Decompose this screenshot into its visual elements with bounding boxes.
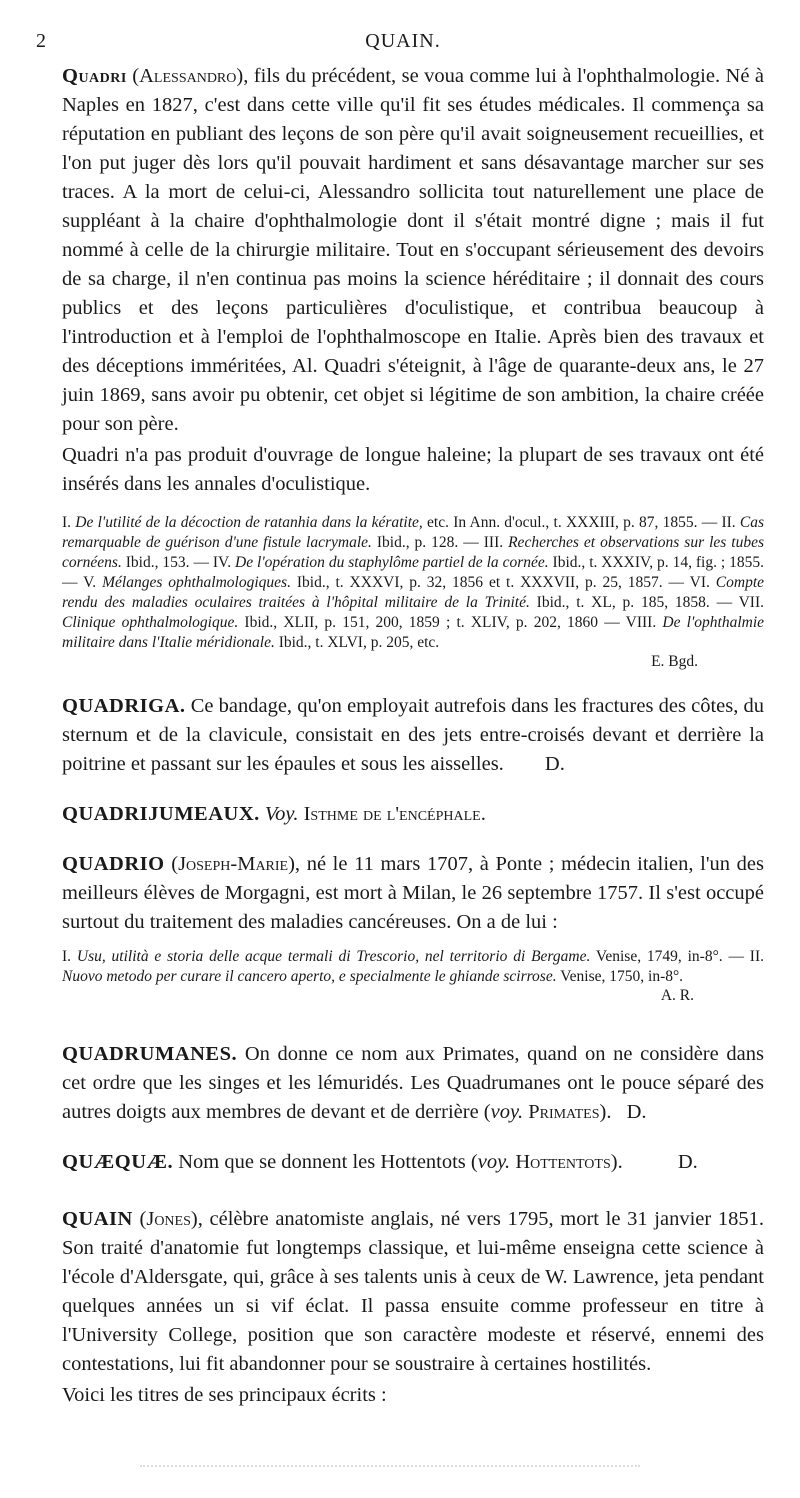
entry-quadrijumeaux (62, 800, 764, 829)
work-title: Usu, utilità e storia delle acque termali di Trescorio, nel territorio di Bergame. (76, 948, 591, 965)
person-name: Joseph-Marie (178, 853, 289, 875)
work-number: VI. (684, 574, 716, 591)
work-title: Recherches et observations sur les tubes cornéens. (62, 534, 764, 571)
quain-paragraph-2: Voici les titres de ses principaux écrits : (62, 1384, 387, 1406)
page-bottom-speckle (140, 1465, 640, 1477)
author-signature: A. R. (660, 987, 694, 1004)
entry-quadri (62, 62, 764, 671)
work-number: I. (62, 514, 76, 531)
work-title: De l'utilité de la décoction de ratanhia dans la kératite, (75, 514, 423, 531)
work-number: III. (478, 534, 509, 551)
work-title: Clinique ophthalmologique. (62, 614, 239, 631)
headword: QUÆQUÆ. (62, 1151, 174, 1173)
headword: Quadri (62, 65, 127, 87)
work-title: De l'ophthalmie militaire dans l'Italie méridionale. (62, 614, 765, 651)
work-title: Compte rendu des maladies oculaires traitées à l'hôpital militaire de la Trinité. (62, 574, 765, 611)
entry-quadriga (62, 692, 764, 779)
headword: QUAIN (62, 1208, 133, 1230)
cross-reference: Hottentots (515, 1151, 611, 1173)
work-reference: Venise, 1749, in-8°. — (590, 948, 744, 965)
work-reference: Ibid., t. XXXVI, p. 32, 1856 et t. XXXVII, p. 25, 1857. — (290, 574, 685, 591)
bibliography-notes (62, 513, 764, 653)
quain-paragraph-1: QUAIN (Jones), célèbre anatomiste anglais, né vers 1795, mort le 31 janvier 1851. Son traité d'anatomie fut longtemps classique, et lui-même enseigna cette science à l'école d'Aldersgate, qui, grâce à ses talents unis à ceux de W. Lawrence, jeta pendant quelques années un si vif éclat. Il passa ensuite comme professeur en titre à l'University College, position que son caractère modeste et réservé, ennemi des contestations, lui fit abandonner pour se soustraire à certaines hostilités. (62, 1208, 764, 1375)
work-reference: Ibid., t. XLVI, p. 205, etc. (274, 634, 440, 651)
headword: QUADRUMANES. (62, 1043, 238, 1065)
quadrio-paragraph: QUADRIO (Joseph-Marie), né le 11 mars 1707, à Ponte ; médecin italien, l'un des meilleurs élèves de Morgagni, est mort à Milan, le 26 septembre 1757. Il s'est occupé surtout du traitement des maladies cancéreuses. On a de lui : (62, 853, 765, 933)
work-reference: Ibid., XLII, p. 151, 200, 1859 ; t. XLIV, p. 202, 1860 — (238, 614, 620, 631)
author-signature: D. (677, 1151, 698, 1173)
work-number: I. (62, 948, 77, 965)
author-signature: D. (544, 753, 565, 775)
quadrijumeaux-paragraph: QUADRIJUMEAUX. Voy. Isthme de l'encéphale. (62, 803, 486, 825)
work-reference: Venise, 1750, in-8°. (556, 968, 684, 985)
person-name: Jones (146, 1208, 191, 1230)
cross-reference: Primates (528, 1101, 600, 1123)
cross-reference: Isthme de l'encéphale. (303, 803, 486, 825)
work-reference: etc. In Ann. d'ocul., t. XXXIII, p. 87, 1855. — (422, 514, 718, 531)
work-number: II. (743, 948, 765, 965)
author-signature: D. (626, 1101, 647, 1123)
running-title: QUAIN. (365, 30, 441, 52)
work-number: IV. (208, 554, 236, 571)
work-reference: Ibid., p. 128. — (371, 534, 479, 551)
quadrumanes-paragraph: QUADRUMANES. On donne ce nom aux Primates, quand on ne considère dans cet ordre que les singes et les lémuridés. Les Quadrumanes ont le pouce séparé des autres doigts aux membres de devant et de derrière (voy. Primates). D. (62, 1043, 764, 1123)
work-number: VIII. (619, 614, 663, 631)
page-number: 2 (36, 30, 46, 52)
entry-quain (62, 1205, 764, 1410)
entry-quaequae (62, 1148, 764, 1177)
work-title: Mélanges ophthalmologiques. (102, 574, 291, 591)
work-title: De l'opération du staphylôme partiel de la cornée. (235, 554, 549, 571)
work-reference: Ibid., t. XL, p. 185, 1858. — (529, 594, 733, 611)
work-number: VII. (732, 594, 764, 611)
headword: QUADRIJUMEAUX. (62, 803, 260, 825)
quaequae-paragraph: QUÆQUÆ. Nom que se donnent les Hottentots (voy. Hottentots). D. (62, 1151, 698, 1173)
work-reference: Ibid., 153. — (121, 554, 209, 571)
work-title: Nuovo metodo per curare il cancero aperto, e specialmente le ghiande scirrose. (62, 968, 557, 985)
page-header (36, 30, 770, 56)
quadri-paragraph-1: Quadri (Alessandro), fils du précédent, se voua comme lui à l'ophthalmologie. Né à Naples en 1827, c'est dans cette ville qu'il fit ses études médicales. Il commença sa réputation en publiant des leçons de son père qu'il avait soigneusement recueillies, et l'on put juger dès lors qu'il pouvait hardiment et sans désavantage marcher sur ses traces. A la mort de celui-ci, Alessandro sollicita tout naturellement une place de suppléant à la chaire d'ophthalmologie dont il s'était montré digne ; mais il fut nommé à celle de la chirurgie militaire. Tout en s'occupant sérieusement des devoirs de sa charge, il n'en continua pas moins la science héréditaire ; il donnait des cours publics et des leçons particulières d'oculistique, et contribua beaucoup à l'introduction et à l'emploi de l'ophthalmoscope en Italie. Après bien des travaux et des déceptions imméritées, Al. Quadri s'éteignit, à l'âge de quarante-deux ans, le 27 juin 1869, sans avoir pu obtenir, cet objet si légitime de son ambition, la chaire créée pour son père. (62, 65, 764, 435)
entry-quadrumanes (62, 1040, 764, 1127)
entry-quadrio (62, 850, 764, 1005)
work-reference: Ibid., t. XXXIV, p. 14, fig. ; 1855. — (62, 554, 764, 591)
work-title: Cas remarquable de guérison d'une fistule lacrymale. (62, 514, 765, 551)
headword: QUADRIGA. (62, 695, 186, 717)
headword: QUADRIO (62, 853, 165, 875)
author-signature: E. Bgd. (651, 653, 698, 670)
work-number: II. (717, 514, 740, 531)
person-name: Alessandro (139, 65, 237, 87)
quadriga-paragraph: QUADRIGA. Ce bandage, qu'on employait autrefois dans les fractures des côtes, du sternum et de la clavicule, consistait en des jets entre-croisés devant et derrière la poitrine et passant sur les épaules et sous les aisselles. D. (62, 695, 765, 775)
bibliography-notes (62, 947, 764, 987)
quadri-paragraph-2: Quadri n'a pas produit d'ouvrage de longue haleine; la plupart de ses travaux ont été insérés dans les annales d'oculistique. (62, 444, 764, 495)
work-number: V. (77, 574, 103, 591)
